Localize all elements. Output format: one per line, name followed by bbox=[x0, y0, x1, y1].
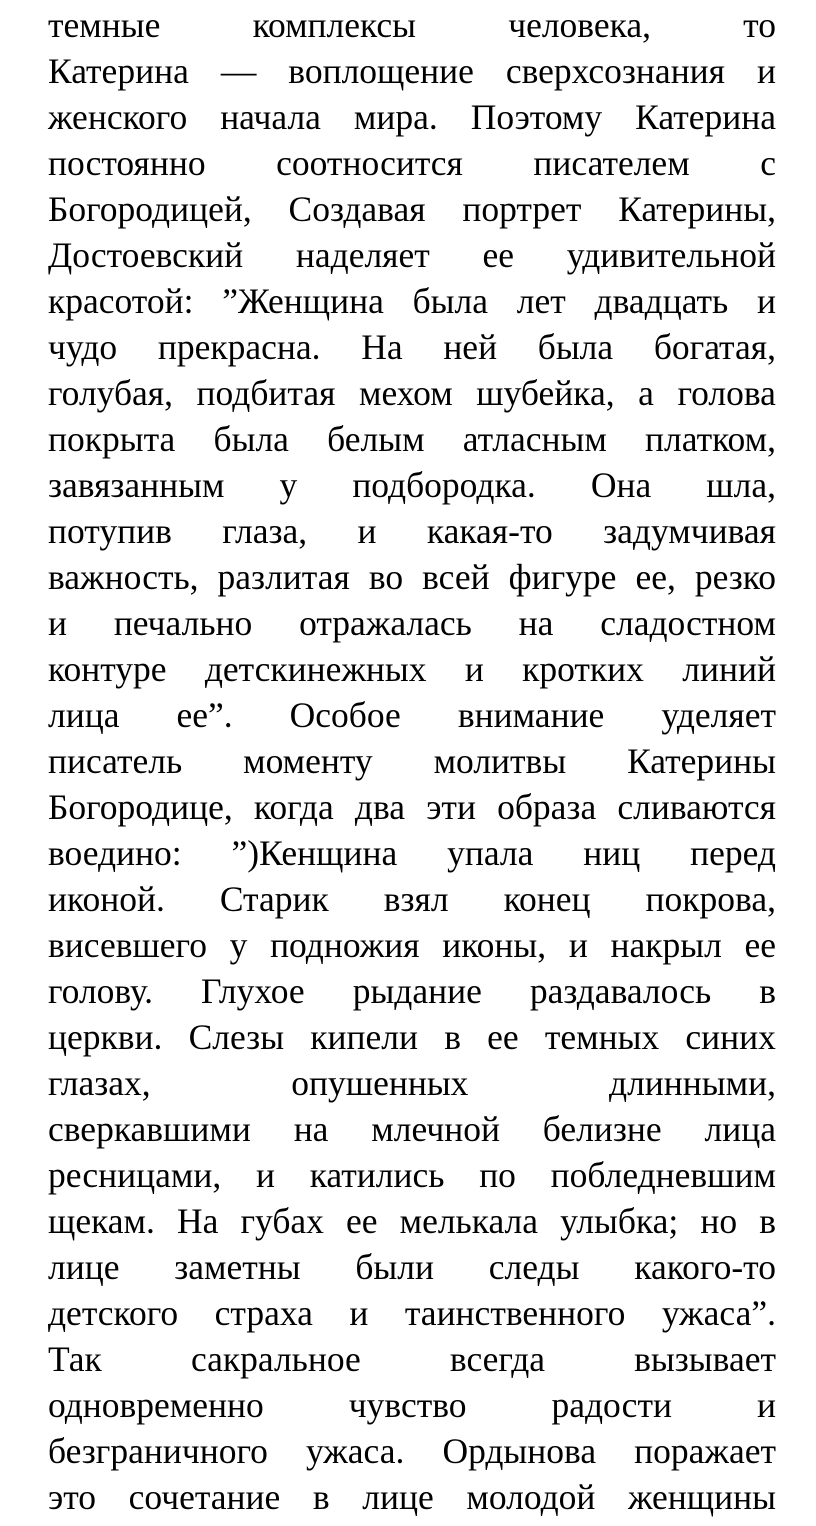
word: какая-то bbox=[426, 511, 553, 551]
word: молитвы bbox=[433, 741, 567, 781]
word: взял bbox=[383, 879, 449, 919]
word: накрыл bbox=[610, 925, 722, 965]
word: и bbox=[464, 649, 484, 689]
word: церкви. bbox=[48, 1017, 163, 1057]
word: и bbox=[757, 281, 776, 321]
word: губах bbox=[240, 1201, 324, 1241]
text-line bbox=[48, 48, 776, 94]
word: покрова, bbox=[645, 879, 776, 919]
word: подбитая bbox=[196, 373, 336, 413]
word: ”Женщина bbox=[222, 281, 384, 321]
word: какого-то bbox=[634, 1247, 776, 1287]
word: печально bbox=[113, 603, 253, 643]
word: всегда bbox=[449, 1339, 546, 1379]
word: двадцать bbox=[594, 281, 729, 321]
word: разлитая bbox=[217, 557, 350, 597]
text-line bbox=[48, 692, 776, 738]
word: синих bbox=[685, 1017, 776, 1057]
word: эти bbox=[426, 787, 476, 827]
word: щекам. bbox=[48, 1201, 155, 1241]
word: была bbox=[537, 327, 614, 367]
word: глазах, bbox=[48, 1063, 151, 1103]
word: Ордынова bbox=[442, 1431, 597, 1471]
word: красотой: bbox=[48, 281, 194, 321]
word: то bbox=[743, 5, 776, 45]
word: на bbox=[293, 1109, 329, 1149]
word: резко bbox=[694, 557, 776, 597]
word: висевшего bbox=[48, 925, 207, 965]
word: ее bbox=[487, 1017, 519, 1057]
word: чудо bbox=[48, 327, 118, 367]
text-line bbox=[48, 1428, 776, 1474]
word: прекрасна. bbox=[157, 327, 321, 367]
word: млечной bbox=[371, 1109, 500, 1149]
word: вызывает bbox=[634, 1339, 776, 1379]
word: внимание bbox=[457, 695, 605, 735]
word: Глухое bbox=[201, 971, 305, 1011]
word: На bbox=[361, 327, 403, 367]
word: у bbox=[279, 465, 298, 505]
word: но bbox=[700, 1201, 738, 1241]
word: Поэтому bbox=[470, 97, 603, 137]
word: Создавая bbox=[288, 189, 426, 229]
word: улыбка; bbox=[560, 1201, 679, 1241]
text-line bbox=[48, 554, 776, 600]
word: сливаются bbox=[617, 787, 776, 827]
word: Катерина bbox=[635, 97, 776, 137]
word: а bbox=[638, 373, 654, 413]
word: темные bbox=[48, 5, 161, 45]
text-line bbox=[48, 2, 776, 48]
text-line bbox=[48, 784, 776, 830]
text-line bbox=[48, 1060, 776, 1106]
word: завязанным bbox=[48, 465, 225, 505]
word: шубейка, bbox=[476, 373, 615, 413]
word: линий bbox=[682, 649, 776, 689]
text-line bbox=[48, 968, 776, 1014]
word: Особое bbox=[289, 695, 401, 735]
word: контуре bbox=[48, 649, 167, 689]
text-line bbox=[48, 600, 776, 646]
word: сакральное bbox=[190, 1339, 361, 1379]
text-line bbox=[48, 462, 776, 508]
word: атласным bbox=[462, 419, 607, 459]
word: рыдание bbox=[352, 971, 482, 1011]
word: фигуре bbox=[508, 557, 617, 597]
word: воедино: bbox=[48, 833, 182, 873]
word: голубая, bbox=[48, 373, 173, 413]
word: ее bbox=[744, 925, 776, 965]
word: два bbox=[354, 787, 406, 827]
text-line bbox=[48, 232, 776, 278]
word: начала bbox=[220, 97, 321, 137]
text-line bbox=[48, 1244, 776, 1290]
text-line bbox=[48, 922, 776, 968]
text-line bbox=[48, 646, 776, 692]
word: и bbox=[48, 603, 67, 643]
word: ней bbox=[443, 327, 498, 367]
word: Катерины bbox=[627, 741, 776, 781]
word: и bbox=[568, 925, 588, 965]
word: наделяет bbox=[295, 235, 430, 275]
word: детского bbox=[48, 1293, 179, 1333]
word: мелькала bbox=[399, 1201, 539, 1241]
text-line bbox=[48, 508, 776, 554]
word: и bbox=[357, 511, 377, 551]
word: побледневшим bbox=[550, 1155, 776, 1195]
word: и bbox=[757, 51, 776, 91]
word: была bbox=[213, 419, 289, 459]
word: портрет bbox=[462, 189, 582, 229]
word: лет bbox=[516, 281, 566, 321]
word: голова bbox=[677, 373, 776, 413]
text-line bbox=[48, 738, 776, 784]
word: это bbox=[48, 1477, 97, 1517]
word: молодой bbox=[466, 1477, 596, 1517]
word: ужаса. bbox=[305, 1431, 405, 1471]
text-line bbox=[48, 186, 776, 232]
word: лица bbox=[48, 695, 120, 735]
text-line bbox=[48, 1382, 776, 1428]
word: ее”. bbox=[176, 695, 233, 735]
text-line bbox=[48, 1152, 776, 1198]
word: покрыта bbox=[48, 419, 176, 459]
word: сочетание bbox=[128, 1477, 281, 1517]
word: отражалась bbox=[299, 603, 472, 643]
text-line bbox=[48, 94, 776, 140]
word: лице bbox=[48, 1247, 120, 1287]
word: лица bbox=[704, 1109, 776, 1149]
word: воплощение bbox=[288, 51, 474, 91]
word: важность, bbox=[48, 557, 199, 597]
word: белым bbox=[327, 419, 425, 459]
word: ресницами, bbox=[48, 1155, 222, 1195]
word: страха bbox=[214, 1293, 313, 1333]
word: раздавалось bbox=[529, 971, 712, 1011]
word: лице bbox=[362, 1477, 434, 1517]
word: писатель bbox=[48, 741, 183, 781]
word: На bbox=[177, 1201, 219, 1241]
word: задумчивая bbox=[603, 511, 776, 551]
word: кипели bbox=[310, 1017, 418, 1057]
word: подножия bbox=[270, 925, 420, 965]
word: иконой. bbox=[48, 879, 165, 919]
word: кротких bbox=[522, 649, 644, 689]
word: глаза, bbox=[222, 511, 308, 551]
word: во bbox=[368, 557, 404, 597]
word: моменту bbox=[243, 741, 373, 781]
word: ее bbox=[482, 235, 514, 275]
word: на bbox=[518, 603, 554, 643]
word: Старик bbox=[219, 879, 329, 919]
word: длинными, bbox=[609, 1063, 776, 1103]
word: уделяет bbox=[661, 695, 776, 735]
text-line bbox=[48, 1290, 776, 1336]
word: образа bbox=[497, 787, 597, 827]
word: и bbox=[349, 1293, 369, 1333]
word: удивительной bbox=[566, 235, 776, 275]
word: Слезы bbox=[188, 1017, 285, 1057]
word: темных bbox=[544, 1017, 660, 1057]
word: ее, bbox=[635, 557, 676, 597]
word: мира. bbox=[353, 97, 438, 137]
text-line bbox=[48, 416, 776, 462]
word: мехом bbox=[359, 373, 453, 413]
word: всей bbox=[422, 557, 490, 597]
word: голову. bbox=[48, 971, 154, 1011]
word: постоянно bbox=[48, 143, 206, 183]
word: соотносится bbox=[276, 143, 463, 183]
word: радости bbox=[551, 1385, 672, 1425]
word: конец bbox=[503, 879, 591, 919]
text-line bbox=[48, 370, 776, 416]
word: заметны bbox=[174, 1247, 301, 1287]
word: таинственного bbox=[404, 1293, 626, 1333]
word: в bbox=[759, 971, 776, 1011]
word: белизне bbox=[542, 1109, 662, 1149]
word: женщины bbox=[627, 1477, 776, 1517]
word: человека, bbox=[508, 5, 651, 45]
word: Катерина bbox=[48, 51, 189, 91]
word: сверхсознания bbox=[505, 51, 726, 91]
word: ниц bbox=[583, 833, 641, 873]
word: — bbox=[220, 51, 257, 91]
word: ”)Кенщина bbox=[231, 833, 398, 873]
text-line bbox=[48, 1474, 776, 1520]
word: одновременно bbox=[48, 1385, 264, 1425]
word: иконы, bbox=[442, 925, 547, 965]
document-page bbox=[48, 0, 776, 1526]
word: подбородка. bbox=[352, 465, 536, 505]
word: и bbox=[756, 1385, 776, 1425]
word: Она bbox=[590, 465, 652, 505]
word: сладостном bbox=[600, 603, 776, 643]
word: катились bbox=[309, 1155, 445, 1195]
word: следы bbox=[488, 1247, 580, 1287]
text-line bbox=[48, 1014, 776, 1060]
text-line bbox=[48, 1336, 776, 1382]
word: ее bbox=[346, 1201, 378, 1241]
word: богатая, bbox=[653, 327, 776, 367]
word: платком, bbox=[645, 419, 776, 459]
word: поражает bbox=[634, 1431, 776, 1471]
text-line bbox=[48, 1106, 776, 1152]
text-line bbox=[48, 876, 776, 922]
word: упала bbox=[447, 833, 534, 873]
word: сверкавшими bbox=[48, 1109, 251, 1149]
word: Богородицей, bbox=[48, 189, 252, 229]
word: у bbox=[229, 925, 248, 965]
text-line bbox=[48, 278, 776, 324]
word: перед bbox=[690, 833, 776, 873]
word: комплексы bbox=[252, 5, 416, 45]
word: безграничного bbox=[48, 1431, 268, 1471]
text-line bbox=[48, 1198, 776, 1244]
word: Богородице, bbox=[48, 787, 233, 827]
text-line bbox=[48, 324, 776, 370]
text-line bbox=[48, 830, 776, 876]
word: чувство bbox=[348, 1385, 467, 1425]
word: женского bbox=[48, 97, 188, 137]
word: шла, bbox=[706, 465, 776, 505]
word: была bbox=[412, 281, 488, 321]
word: когда bbox=[253, 787, 334, 827]
word: в bbox=[312, 1477, 330, 1517]
text-line bbox=[48, 140, 776, 186]
word: были bbox=[355, 1247, 435, 1287]
word: Катерины, bbox=[618, 189, 776, 229]
word: писателем bbox=[533, 143, 690, 183]
word: в bbox=[759, 1201, 776, 1241]
word: Так bbox=[48, 1339, 102, 1379]
word: и bbox=[255, 1155, 275, 1195]
word: ужаса”. bbox=[661, 1293, 776, 1333]
word: опушенных bbox=[291, 1063, 469, 1103]
word: потупив bbox=[48, 511, 172, 551]
word: детскинежных bbox=[204, 649, 427, 689]
word: в bbox=[444, 1017, 461, 1057]
word: по bbox=[479, 1155, 516, 1195]
word: Достоевский bbox=[48, 235, 244, 275]
word: с bbox=[760, 143, 776, 183]
